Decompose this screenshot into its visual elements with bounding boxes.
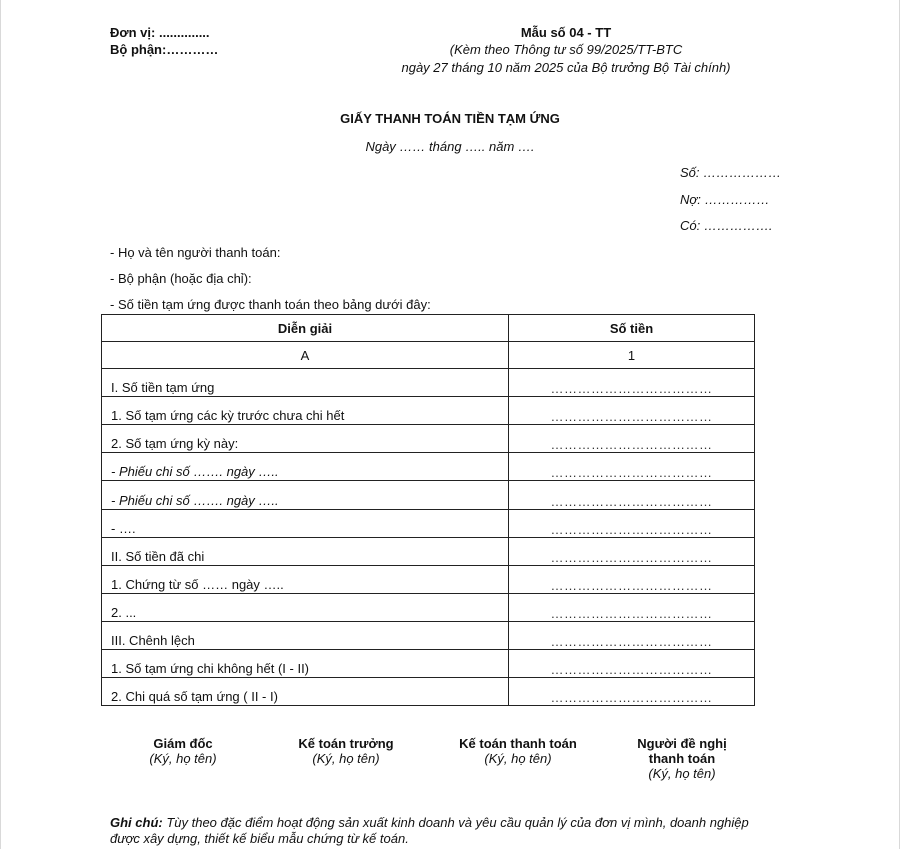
amount-placeholder: ………………………………	[550, 577, 713, 593]
row-amount	[509, 397, 755, 425]
table-row	[102, 397, 755, 425]
payer-name-line: - Họ và tên người thanh toán:	[110, 245, 281, 260]
form-reference-line2: ngày 27 tháng 10 năm 2025 của Bộ trưởng Bộ Tài chính)	[401, 60, 731, 75]
table-row	[102, 621, 755, 649]
table-row	[102, 678, 755, 706]
signature-note: (Ký, họ tên)	[312, 751, 380, 766]
table-row	[102, 593, 755, 621]
footer-note	[110, 815, 770, 847]
amount-placeholder: ………………………………	[550, 465, 713, 481]
row-amount	[509, 481, 755, 509]
amount-placeholder: ………………………………	[550, 634, 713, 650]
row-description: 2. ...	[102, 593, 509, 621]
row-amount	[509, 650, 755, 678]
row-amount	[509, 425, 755, 453]
signature-role: Kế toán thanh toán	[459, 736, 577, 751]
row-description: II. Số tiền đã chi	[102, 537, 509, 565]
amount-placeholder: ………………………………	[550, 605, 713, 621]
amount-placeholder: ………………………………	[550, 409, 713, 425]
department-address-line: - Bộ phận (hoặc địa chỉ):	[110, 271, 252, 286]
signature-note: (Ký, họ tên)	[149, 751, 217, 766]
table-subheader-row	[102, 342, 755, 369]
row-description: - ….	[102, 509, 509, 537]
date-line: Ngày …… tháng ….. năm ….	[365, 139, 535, 154]
amount-placeholder: ………………………………	[550, 662, 713, 678]
credit-account: Có: …………….	[680, 218, 773, 233]
signature-role: Kế toán trưởng	[298, 736, 394, 751]
settlement-table	[101, 314, 755, 706]
form-number: Mẫu số 04 - TT	[520, 25, 612, 40]
unit-label: Đơn vị: ..............	[110, 25, 210, 40]
row-amount	[509, 565, 755, 593]
signature-role: Người đề nghị thanh toán	[637, 736, 727, 766]
amount-placeholder: ………………………………	[550, 437, 713, 453]
table-row	[102, 453, 755, 481]
row-description: 1. Số tạm ứng chi không hết (I - II)	[102, 650, 509, 678]
signature-role: Giám đốc	[153, 736, 213, 751]
row-description: I. Số tiền tạm ứng	[102, 369, 509, 397]
table-row	[102, 425, 755, 453]
table-row	[102, 537, 755, 565]
amount-placeholder: ………………………………	[550, 493, 713, 509]
signature-note: (Ký, họ tên)	[648, 766, 716, 781]
row-description: 1. Chứng từ số …… ngày …..	[102, 565, 509, 593]
signature-requester	[620, 736, 744, 781]
row-description: 2. Chi quá số tạm ứng ( II - I)	[102, 678, 509, 706]
signature-payment-accountant	[440, 736, 596, 766]
row-amount	[509, 621, 755, 649]
table-row	[102, 369, 755, 397]
note-lead: Ghi chú:	[110, 815, 163, 830]
column-code-amount: 1	[509, 342, 755, 369]
amount-placeholder: ………………………………	[550, 381, 713, 397]
amount-placeholder: ………………………………	[550, 549, 713, 565]
row-amount	[509, 678, 755, 706]
column-header-amount: Số tiền	[509, 315, 755, 342]
debit-account: Nợ: ……………	[680, 192, 770, 207]
row-amount	[509, 593, 755, 621]
signature-chief-accountant	[276, 736, 416, 766]
amount-placeholder: ………………………………	[550, 521, 713, 537]
table-row	[102, 509, 755, 537]
page-left-edge	[0, 0, 1, 849]
row-amount	[509, 453, 755, 481]
table-row	[102, 481, 755, 509]
row-amount	[509, 537, 755, 565]
document-number: Số: ………………	[680, 165, 782, 180]
column-code-description: A	[102, 342, 509, 369]
row-description: - Phiếu chi số ……. ngày …..	[102, 481, 509, 509]
amount-intro-line: - Số tiền tạm ứng được thanh toán theo bảng dưới đây:	[110, 297, 431, 312]
row-description: 1. Số tạm ứng các kỳ trước chưa chi hết	[102, 397, 509, 425]
row-description: III. Chênh lệch	[102, 621, 509, 649]
column-header-description: Diễn giải	[102, 315, 509, 342]
row-amount	[509, 369, 755, 397]
table-header-row	[102, 315, 755, 342]
document-title: GIẤY THANH TOÁN TIỀN TẠM ỨNG	[340, 111, 560, 126]
table-row	[102, 650, 755, 678]
signature-director	[122, 736, 244, 766]
amount-placeholder: ………………………………	[550, 690, 713, 706]
row-description: - Phiếu chi số ……. ngày …..	[102, 453, 509, 481]
note-text: Tùy theo đặc điểm hoạt động sản xuất kinh doanh và yêu cầu quản lý của đơn vị mình, doanh nghiệp được xây dựng, thiết kế biểu mẫu chứng từ kế toán.	[110, 815, 749, 846]
department-label: Bộ phận:…………	[110, 42, 219, 57]
table-row	[102, 565, 755, 593]
row-description: 2. Số tạm ứng kỳ này:	[102, 425, 509, 453]
row-amount	[509, 509, 755, 537]
signature-note: (Ký, họ tên)	[484, 751, 552, 766]
form-reference-line1: (Kèm theo Thông tư số 99/2025/TT-BTC	[449, 42, 683, 57]
